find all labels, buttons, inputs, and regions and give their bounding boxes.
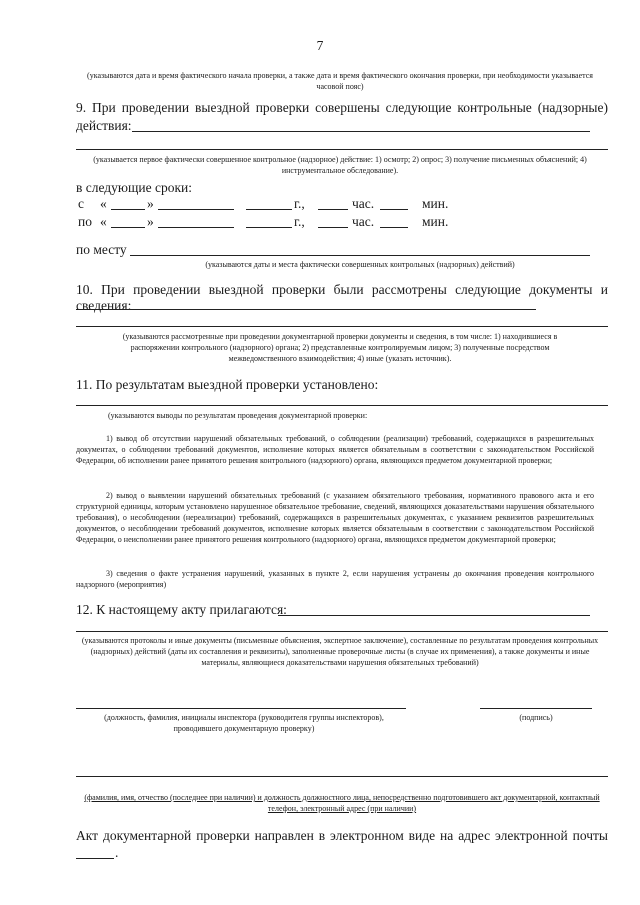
actions-field-line-2[interactable] <box>76 149 608 150</box>
inspector-field-line[interactable] <box>76 708 406 709</box>
top-note: (указываются дата и время фактического начала проверки, а также дата и время фактического окончания проверки, при необходимости указывается часовой пояс) <box>87 71 593 91</box>
preparer-note: (фамилия, имя, отчество (последнее при наличии) и должность должностного лица, непосредственно подготовившего акт документарной, контактный телефон, электронный адрес (при наличии) <box>84 793 600 813</box>
terms-label: в следующие сроки: <box>76 180 193 195</box>
attachments-field-line[interactable] <box>278 615 590 616</box>
signature-label: (подпись) <box>519 713 553 722</box>
open-quote: « <box>100 214 107 229</box>
month-field[interactable] <box>158 209 234 210</box>
place-label: по месту <box>76 242 127 257</box>
section-9-note: (указывается первое фактически совершенное контрольное (надзорное) действие: 1) осмотр; 2) опрос; 3) получение письменных объяснений; 4) инструментальное обследование). <box>93 155 587 175</box>
open-quote: « <box>100 196 107 211</box>
signature-field-line[interactable] <box>480 708 592 709</box>
section-11-note: (указываются выводы по результатам проведения документарной проверки: <box>108 411 368 420</box>
day-field[interactable] <box>111 227 145 228</box>
inspector-label: (должность, фамилия, инициалы инспектора (руководителя группы инспекторов), проводившего документарную проверку) <box>104 713 384 733</box>
hours-label: час. <box>352 214 375 229</box>
finding-2: 2) вывод о выявлении нарушений обязательных требований (с указанием обязательного требования, нормативного правового акта и его структурной единицы, которым установлено нарушенное обязательное требование, сведений, являющихся доказательствами нарушения обязательного требования), о несоблюдении (нереализации) требований, содержащихся в разрешительных документах, с указанием реквизитов разрешительных документов, о несоблюдении требований документов, исполнение которых является обязательным в соответствии с законодательством Российской Федерации, о неисполнении ранее принятого решения контрольного (надзорного) органа, являющихся предметом документарной проверки; <box>76 491 594 544</box>
section-12-title: 12. К настоящему акту прилагаются: <box>76 602 287 617</box>
close-quote: » <box>147 196 154 211</box>
year-field[interactable] <box>246 227 292 228</box>
attachments-field-line-2[interactable] <box>76 631 608 632</box>
year-label: г., <box>294 196 305 211</box>
finding-3: 3) сведения о факте устранения нарушений, указанных в пункте 2, если нарушения устранены до окончания проведения контрольного надзорного (мероприятия) <box>76 569 594 589</box>
final-period: . <box>115 845 119 860</box>
page-number: 7 <box>316 38 324 53</box>
actions-field-line[interactable] <box>132 131 590 132</box>
findings-field-line[interactable] <box>76 405 608 406</box>
year-label: г., <box>294 214 305 229</box>
section-10-title: 10. При проведении выездной проверки были рассмотрены следующие документы и сведения: <box>76 282 608 313</box>
day-field[interactable] <box>111 209 145 210</box>
close-quote: » <box>147 214 154 229</box>
documents-field-line[interactable] <box>76 309 536 310</box>
email-field-line[interactable] <box>76 858 114 859</box>
hour-field[interactable] <box>318 227 348 228</box>
minutes-label: мин. <box>422 196 449 211</box>
preparer-field-line[interactable] <box>76 776 608 777</box>
finding-1: 1) вывод об отсутствии нарушений обязательных требований, о соблюдении (реализации) требований, содержащихся в разрешительных документах, о соблюдении требований документов, исполнение которых является обязательным в соответствии с законодательством Российской Федерации, об исполнении ранее принятого решения контрольного (надзорного) органа, являющихся предметом документарной проверки; <box>76 434 594 465</box>
final-text: Акт документарной проверки направлен в электронном виде на адрес электронной почты <box>76 828 608 843</box>
year-field[interactable] <box>246 209 292 210</box>
minutes-label: мин. <box>422 214 449 229</box>
section-12-note: (указываются протоколы и иные документы (письменные объяснения, экспертное заключение), составленные по результатам проведения контрольных (надзорных) действий (даты их составления и реквизиты), заполненные проверочные листы (в случае их применения), а также документы и иные материалы, являющиеся доказательствами нарушения обязательных требований) <box>81 636 599 667</box>
section-9-title: 9. При проведении выездной проверки совершены следующие контрольные (надзорные) <box>76 100 608 115</box>
date-row-to-prefix: по <box>78 214 92 229</box>
hour-field[interactable] <box>318 209 348 210</box>
place-note: (указываются даты и места фактически совершенных контрольных (надзорных) действий) <box>205 260 515 269</box>
place-field-line[interactable] <box>130 255 590 256</box>
hours-label: час. <box>352 196 375 211</box>
minute-field[interactable] <box>380 227 408 228</box>
section-9-title-cont: действия: <box>76 118 132 133</box>
month-field[interactable] <box>158 227 234 228</box>
section-11-title: 11. По результатам выездной проверки установлено: <box>76 377 379 392</box>
minute-field[interactable] <box>380 209 408 210</box>
documents-field-line-2[interactable] <box>76 326 608 327</box>
date-row-from-prefix: с <box>78 196 84 211</box>
section-10-note: (указываются рассмотренные при проведении документарной проверки документы и сведения, в том числе: 1) находившиеся в распоряжении контрольного (надзорного) органа; 2) представленные контролируемым лицом; 3) полученные посредством межведомственного взаимодействия; 4) иные (указать источник). <box>122 332 558 363</box>
